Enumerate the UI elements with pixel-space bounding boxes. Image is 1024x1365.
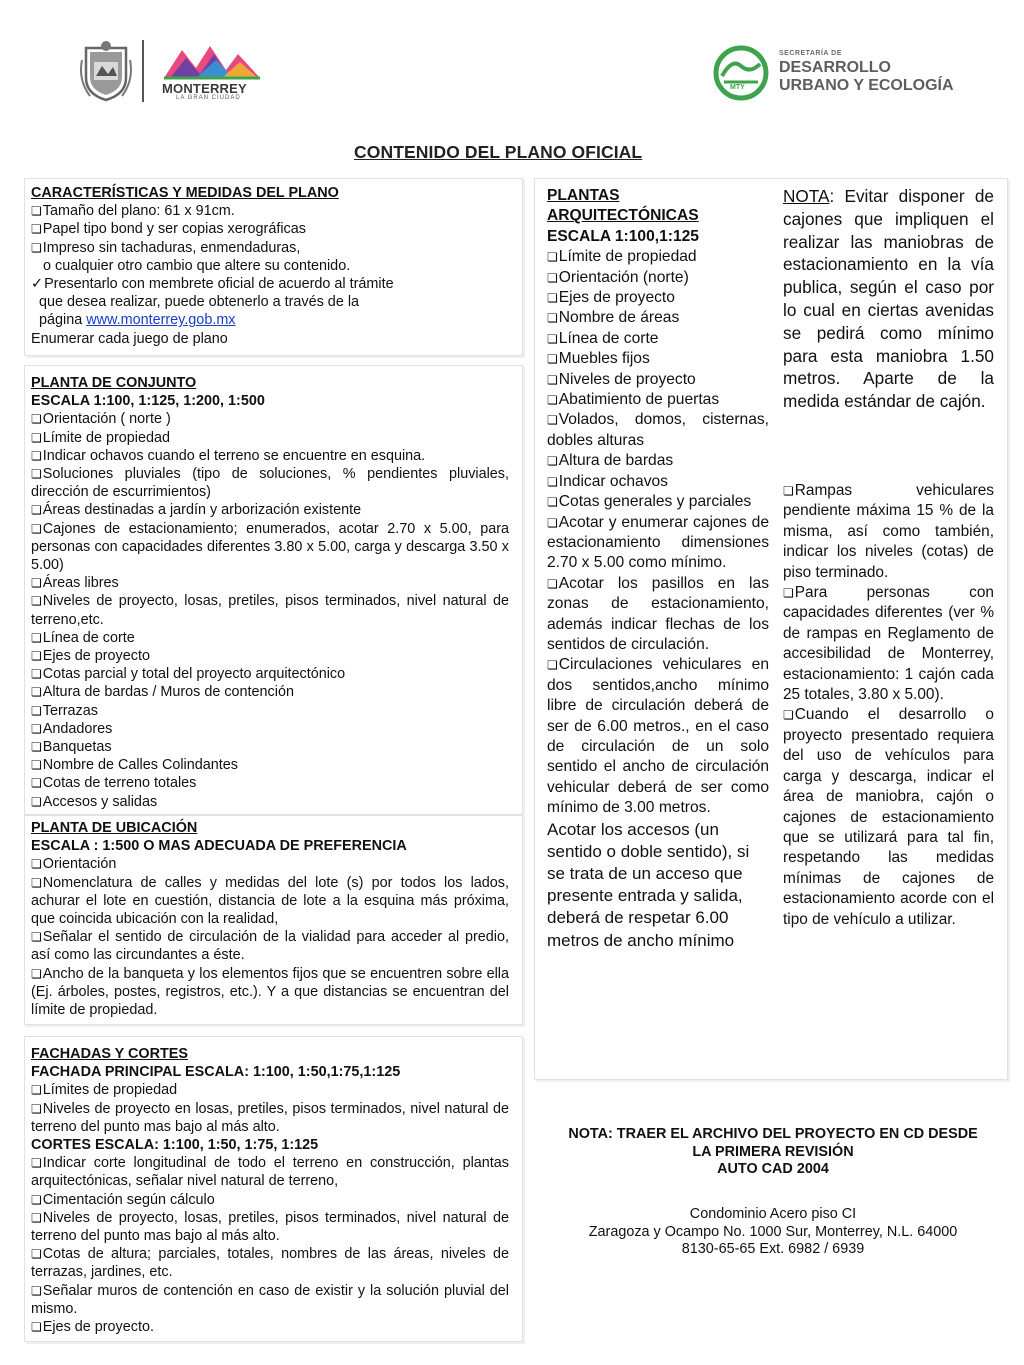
conjunto-item: ❏ Terrazas <box>31 702 509 720</box>
conjunto-item: ❏ Límite de propiedad <box>31 429 509 447</box>
plantas-item: ❏ Línea de corte <box>547 329 769 349</box>
ubicacion-heading: PLANTA DE UBICACIÓN <box>31 820 198 836</box>
section-nota-items <box>783 481 994 930</box>
fachadas-heading: FACHADAS Y CORTES <box>31 1046 188 1062</box>
cortes-item: ❏ Indicar corte longitudinal de todo el terreno en construcción, plantas arquitectónicas, señalar nivel natural de terreno, <box>31 1154 509 1190</box>
conjunto-item: ❏ Niveles de proyecto, losas, pretiles, pisos terminados, nivel natural de terreno,etc. <box>31 592 509 628</box>
conjunto-item: ❏ Cotas parcial y total del proyecto arquitectónico <box>31 665 509 683</box>
nota-cd-line: LA PRIMERA REVISIÓN <box>692 1143 854 1160</box>
section-caracteristicas <box>31 184 511 348</box>
caracteristicas-item: ❏ Impreso sin tachaduras, enmendaduras, <box>31 239 511 257</box>
cortes-item: ❏ Cotas de altura; parciales, totales, nombres de las áreas, niveles de terrazas, jardines, etc. <box>31 1245 509 1281</box>
cortes-item: ❏ Cimentación según cálculo <box>31 1191 509 1209</box>
city-name: MONTERREY <box>162 81 247 96</box>
nota-item: ❏ Rampas vehiculares pendiente máxima 15 % de la misma, así como también, indicar los niveles (cotas) de piso terminado. <box>783 481 994 583</box>
section-ubicacion <box>31 819 509 1019</box>
ubicacion-item: ❏ Ancho de la banqueta y los elementos fijos que se encuentren sobre ella (Ej. árboles, postes, registros, etc.). Y a que distancias se encuentran del límite de propiedad. <box>31 965 509 1020</box>
cortes-item: ❏ Ejes de proyecto. <box>31 1318 509 1336</box>
caracteristicas-item: ❏ Papel tipo bond y ser copias xerográficas <box>31 220 511 238</box>
conjunto-heading: PLANTA DE CONJUNTO <box>31 375 197 391</box>
section-conjunto <box>31 374 509 811</box>
nota-item: ❏ Cuando el desarrollo o proyecto presentado requiera del uso de vehículos para carga y descarga, indicar el área de maniobra, cajón o cajones de estacionamiento que se utilizará para tal fin, respetando las medidas mínimas de cajones de estacionamiento acorde con el tipo de vehículo a utilizar. <box>783 705 994 929</box>
plantas-acotar-accesos: Acotar los accesos (un sentido o doble sentido), si se trata de un acceso que presente entrada y salida, deberá de respetar 6.00 metros de ancho mínimo <box>547 819 750 950</box>
plantas-item: ❏ Muebles fijos <box>547 349 769 369</box>
secretaria-line2: URBANO Y ECOLOGÍA <box>779 77 954 94</box>
caracteristicas-cont: o cualquier otro cambio que altere su contenido. <box>43 257 351 274</box>
plantas-escala: ESCALA 1:100,1:125 <box>547 227 699 245</box>
cortes-item: ❏ Señalar muros de contención en caso de existir y la solución pluvial del mismo. <box>31 1282 509 1318</box>
conjunto-item: ❏ Línea de corte <box>31 629 509 647</box>
conjunto-item: ❏ Áreas destinadas a jardín y arborización existente <box>31 501 509 519</box>
address-block <box>540 1206 1006 1259</box>
fachadas-item: ❏ Límites de propiedad <box>31 1081 509 1099</box>
conjunto-item: ❏ Orientación ( norte ) <box>31 410 509 428</box>
conjunto-item: ❏ Altura de bardas / Muros de contención <box>31 683 509 701</box>
caracteristicas-check-link-line <box>31 311 511 329</box>
nota-cd-line: AUTO CAD 2004 <box>717 1161 829 1178</box>
nota-text: : Evitar disponer de cajones que impliquen el realizar las maniobras de estacionamiento en la vía publica, según el caso por lo cual en ciertas avenidas se pedirá como mínimo para esta maniobra 1.50 metros. Aparte de la medida estándar de cajón. <box>783 186 994 412</box>
caracteristicas-check-cont: que desea realizar, puede obtenerlo a través de la <box>39 294 360 311</box>
caracteristicas-check: ✓ Presentarlo con membrete oficial de acuerdo al trámite <box>31 275 511 293</box>
cortes-escala: CORTES ESCALA: 1:100, 1:50, 1:75, 1:125 <box>31 1137 319 1154</box>
mty-badge: MTY <box>730 84 745 91</box>
page-title: CONTENIDO DEL PLANO OFICIAL <box>354 142 643 162</box>
plantas-item: ❏ Altura de bardas <box>547 451 769 471</box>
conjunto-escala: ESCALA 1:100, 1:125, 1:200, 1:500 <box>31 393 265 410</box>
conjunto-item: ❏ Ejes de proyecto <box>31 647 509 665</box>
plantas-item: ❏ Indicar ochavos <box>547 472 769 492</box>
conjunto-item: ❏ Nombre de Calles Colindantes <box>31 756 509 774</box>
conjunto-item: ❏ Cotas de terreno totales <box>31 774 509 792</box>
conjunto-item: ❏ Soluciones pluviales (tipo de soluciones, % pendientes pluviales, dirección de escurrimientos) <box>31 465 509 501</box>
caracteristicas-last: Enumerar cada juego de plano <box>31 330 228 347</box>
conjunto-item: ❏ Indicar ochavos cuando el terreno se encuentre en esquina. <box>31 447 509 465</box>
nota-item: ❏ Para personas con capacidades diferentes (ver % de rampas en Reglamento de accesibilidad de Monterrey, estacionamiento: 1 cajón cada 25 totales, 3.80 x 5.00). <box>783 583 994 705</box>
nota-cd-line: NOTA: TRAER EL ARCHIVO DEL PROYECTO EN CD DESDE <box>568 1126 978 1142</box>
plantas-item: ❏ Volados, domos, cisternas, dobles alturas <box>547 410 769 451</box>
cortes-item: ❏ Niveles de proyecto, losas, pretiles, pisos terminados, nivel natural de terreno del punto mas bajo al más alto. <box>31 1209 509 1245</box>
plantas-item: ❏ Nombre de áreas <box>547 308 769 328</box>
caracteristicas-heading: CARACTERÍSTICAS Y MEDIDAS DEL PLANO <box>31 185 339 201</box>
logo-divider <box>142 40 144 102</box>
city-tagline: LA GRAN CIUDAD <box>176 95 241 101</box>
ubicacion-item: ❏ Orientación <box>31 855 509 873</box>
conjunto-item: ❏ Banquetas <box>31 738 509 756</box>
address-phone: 8130-65-65 Ext. 6982 / 6939 <box>681 1241 865 1258</box>
plantas-item: ❏ Cotas generales y parciales <box>547 492 769 512</box>
address-line: Zaragoza y Ocampo No. 1000 Sur, Monterrey, N.L. 64000 <box>588 1223 958 1240</box>
section-fachadas <box>31 1045 509 1336</box>
monterrey-logo <box>160 40 264 102</box>
plantas-item: ❏ Límite de propiedad <box>547 247 769 267</box>
fachadas-escala: FACHADA PRINCIPAL ESCALA: 1:100, 1:50,1:75,1:125 <box>31 1064 401 1081</box>
plantas-item: ❏ Acotar y enumerar cajones de estacionamiento dimensiones 2.70 x 5.00 como mínimo. <box>547 513 769 574</box>
sedue-logo <box>712 44 772 102</box>
ubicacion-escala: ESCALA : 1:500 O MAS ADECUADA DE PREFERENCIA <box>31 838 407 855</box>
address-line: Condominio Acero piso CI <box>689 1206 857 1222</box>
plantas-item: ❏ Abatimiento de puertas <box>547 390 769 410</box>
conjunto-item: ❏ Accesos y salidas <box>31 793 509 811</box>
plantas-item: ❏ Orientación (norte) <box>547 268 769 288</box>
secretaria-line1: DESARROLLO <box>779 59 891 76</box>
secretaria-small: SECRETARÍA DE <box>779 50 842 57</box>
section-plantas <box>547 186 769 952</box>
ubicacion-item: ❏ Señalar el sentido de circulación de la vialidad para acceder al predio, así como las circundantes a éste. <box>31 928 509 964</box>
conjunto-item: ❏ Cajones de estacionamiento; enumerados, acotar 2.70 x 5.00, para personas con capacidades diferentes 3.80 x 5.00, carga y descarga 3.50 x 5.00) <box>31 520 509 575</box>
section-nota <box>783 185 994 413</box>
fachadas-item: ❏ Niveles de proyecto en losas, pretiles, pisos terminados, nivel natural de terreno del punto mas bajo al más alto. <box>31 1100 509 1136</box>
plantas-heading: PLANTAS ARQUITECTÓNICAS <box>547 187 699 225</box>
plantas-item: ❏ Niveles de proyecto <box>547 370 769 390</box>
conjunto-item: ❏ Andadores <box>31 720 509 738</box>
caracteristicas-item: ❏ Tamaño del plano: 61 x 91cm. <box>31 202 511 220</box>
nota-label: NOTA <box>783 186 830 206</box>
nota-cd <box>540 1126 1006 1179</box>
ubicacion-item: ❏ Nomenclatura de calles y medidas del lote (s) por todos los lados, achurar el lote en cuestión, distancia de lote a la esquina más próxima, que coincida ubicación con la realidad, <box>31 874 509 929</box>
link-prefix: página <box>39 312 87 329</box>
plantas-item: ❏ Acotar los pasillos en las zonas de estacionamiento, además indicar flechas de los sentidos de circulación. <box>547 574 769 656</box>
city-crest-logo <box>80 40 132 102</box>
monterrey-link[interactable]: www.monterrey.gob.mx <box>86 312 236 329</box>
plantas-item: ❏ Circulaciones vehiculares en dos sentidos,ancho mínimo libre de circulación deberá de ser de 6.00 metros., en el caso de circulación de un solo sentido el ancho de circulación vehicular deberá de ser como mínimo de 3.00 metros. <box>547 655 769 818</box>
plantas-item: ❏ Ejes de proyecto <box>547 288 769 308</box>
conjunto-item: ❏ Áreas libres <box>31 574 509 592</box>
